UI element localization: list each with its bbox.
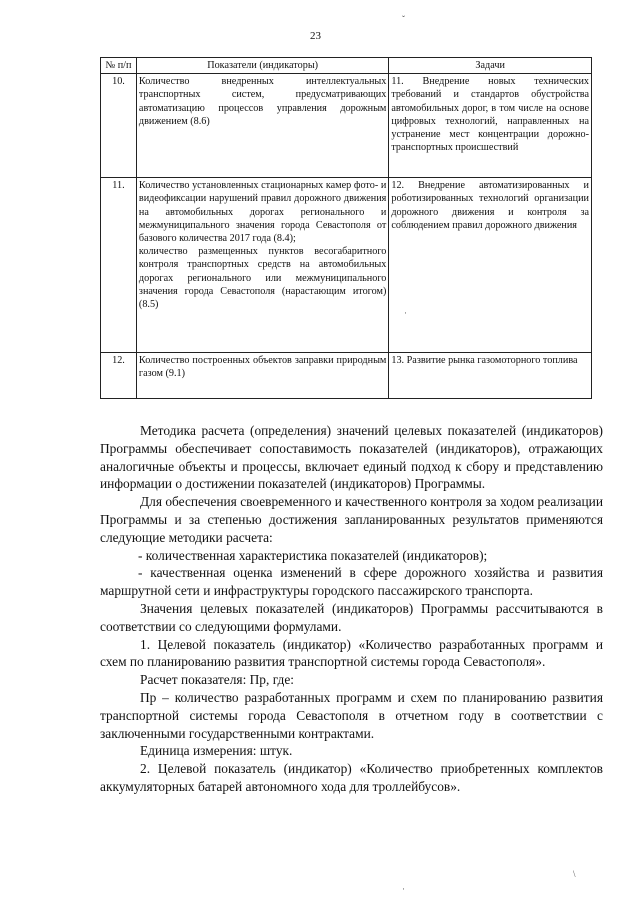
paragraph-definition: Пр – количество разработанных программ и схем по планированию развития транспортной системы города Севастополя в отчетном году в соответствии с заключенными государственными контрактами. bbox=[100, 689, 603, 741]
paragraph-indicator-1: 1. Целевой показатель (индикатор) «Количество разработанных программ и схем по планированию развития транспортной системы города Севастополя». bbox=[100, 636, 603, 670]
list-item-qualitative: - качественная оценка изменений в сфере дорожного хозяйства и развития маршрутной сети и инфраструктуры городского пассажирского транспорта. bbox=[100, 565, 603, 599]
list-item-quantitative: - количественная характеристика показателей (индикаторов); bbox=[138, 547, 488, 563]
indicators-table bbox=[100, 57, 592, 399]
scan-speck: ˇ bbox=[402, 14, 405, 24]
table-header-row bbox=[101, 58, 592, 74]
paragraph-formulas: Значения целевых показателей (индикаторов) Программы рассчитываются в соответствии со следующими формулами. bbox=[100, 600, 603, 634]
header-indicators: Показатели (индикаторы) bbox=[136, 58, 388, 74]
row-number: 12. bbox=[101, 353, 137, 399]
paragraph-calculation: Расчет показателя: Пр, где: bbox=[140, 672, 295, 688]
scan-speck: \ bbox=[573, 869, 576, 879]
row-indicator-cell bbox=[136, 178, 388, 353]
row-task: 12. Внедрение автоматизированных и роботизированных технологий организации дорожного движения и контроля за соблюдением правил дорожного движения bbox=[389, 178, 592, 353]
row-number: 11. bbox=[101, 178, 137, 353]
row-indicator: Количество установленных стационарных камер фото- и видеофиксации нарушений правил дорожного движения на автомобильных дорогах регионального и межмуниципального значения города Севастополя от базового количества 2017 года (8.4); bbox=[138, 180, 387, 245]
row-task: 13. Развитие рынка газомоторного топлива bbox=[389, 353, 592, 399]
scan-speck: · bbox=[402, 884, 405, 894]
paragraph-unit: Единица измерения: штук. bbox=[140, 743, 293, 759]
paragraph-control: Для обеспечения своевременного и качественного контроля за ходом реализации Программы и за степенью достижения запланированных результатов применяются следующие методики расчета: bbox=[100, 494, 603, 545]
row-number: 10. bbox=[101, 74, 137, 178]
row-indicator: Количество построенных объектов заправки природным газом (9.1) bbox=[136, 353, 388, 399]
table-row bbox=[101, 353, 592, 399]
paragraph-methodology: Методика расчета (определения) значений целевых показателей (индикаторов) Программы обеспечивает сопоставимость показателей (индикаторов), отражающих аналогичные объекты и процессы, включает единый подход к сбору и представлению информации о достижении показателей (индикаторов) Программы. bbox=[100, 423, 603, 492]
header-number: № п/п bbox=[101, 58, 137, 74]
document-body bbox=[100, 422, 603, 796]
row-indicator: Количество внедренных интеллектуальных транспортных систем, предусматривающих автоматизацию процессов управления дорожным движением (8.6) bbox=[136, 74, 388, 178]
row-indicator-second: количество размещенных пунктов весогабаритного контроля транспортных средств на автомобильных дорогах регионального или межмуниципального значения города Севастополя (нарастающим итогом) (8.5) bbox=[138, 246, 387, 311]
row-task: 11. Внедрение новых технических требований и стандартов обустройства автомобильных дорог, в том числе на основе цифровых технологий, направленных на устранение мест концентрации дорожно-транспортных происшествий bbox=[389, 74, 592, 178]
scan-speck: · bbox=[404, 308, 407, 318]
table-row bbox=[101, 178, 592, 353]
table-row bbox=[101, 74, 592, 178]
paragraph-indicator-2: 2. Целевой показатель (индикатор) «Количество приобретенных комплектов аккумуляторных батарей автономного хода для троллейбусов». bbox=[100, 761, 603, 794]
header-tasks: Задачи bbox=[389, 58, 592, 74]
page-number: 23 bbox=[310, 30, 321, 42]
